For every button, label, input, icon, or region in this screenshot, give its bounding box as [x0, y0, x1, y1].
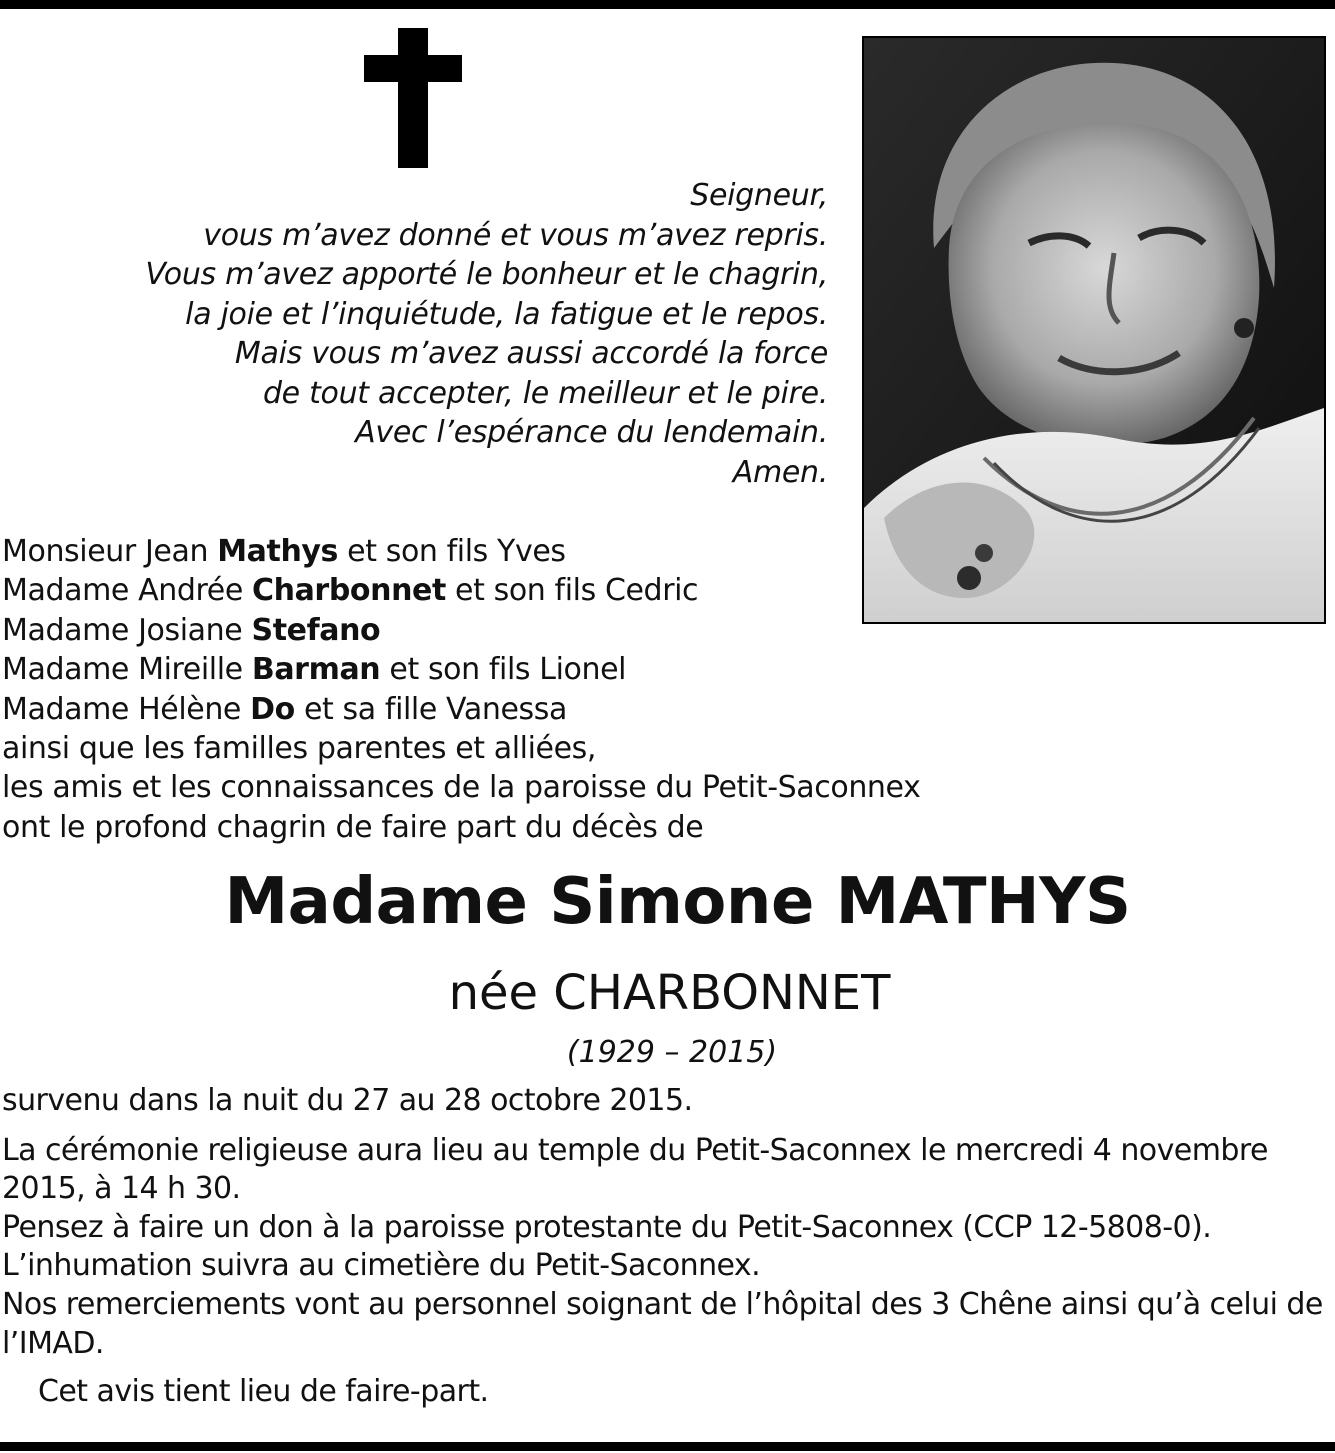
thanks-note: Nos remerciements vont au personnel soignant de l’hôpital des 3 Chêne ainsi qu’à celui de l’IMAD. [2, 1286, 1323, 1361]
prayer-line: vous m’avez donné et vous m’avez repris. [203, 217, 828, 253]
donation-info: Pensez à faire un don à la paroisse protestante du Petit-Saconnex (CCP 12-5808-0). [2, 1209, 1212, 1245]
top-rule [0, 0, 1335, 9]
family-line: ainsi que les familles parentes et alliées, [2, 731, 597, 767]
ceremony-info: La cérémonie religieuse aura lieu au temple du Petit-Saconnex le mercredi 4 novembre 2015, à 14 h 30. [2, 1132, 1268, 1207]
deceased-name: Madame Simone MATHYS [224, 865, 1131, 939]
prayer-line: de tout accepter, le meilleur et le pire. [262, 375, 828, 411]
maiden-name: née CHARBONNET [448, 965, 891, 1021]
prayer-line: Mais vous m’avez aussi accordé la force [234, 336, 828, 371]
family-line: Madame Andrée Charbonnet et son fils Cedric [2, 573, 699, 609]
burial-info: L’inhumation suivra au cimetière du Petit-Saconnex. [2, 1248, 761, 1284]
cross-icon [364, 28, 462, 168]
family-line: Madame Hélène Do et sa fille Vanessa [2, 691, 567, 727]
closing-note: Cet avis tient lieu de faire-part. [38, 1374, 489, 1410]
notice-details [2, 1082, 1335, 1412]
family-line: ont le profond chagrin de faire part du décès de [2, 809, 704, 845]
prayer-line: Seigneur, [690, 178, 828, 213]
prayer-line: la joie et l’inquiétude, la fatigue et le repos. [185, 296, 828, 332]
prayer-line: Avec l’espérance du lendemain. [355, 415, 828, 450]
prayer-line: Vous m’avez apporté le bonheur et le chagrin, [145, 257, 828, 292]
family-line: Madame Josiane Stefano [2, 612, 381, 648]
prayer-line: Amen. [732, 454, 828, 490]
death-date: survenu dans la nuit du 27 au 28 octobre 2015. [2, 1083, 693, 1118]
prayer-verse [60, 176, 828, 492]
family-line: Madame Mireille Barman et son fils Lionel [2, 652, 627, 688]
family-line: les amis et les connaissances de la paroisse du Petit-Saconnex [2, 770, 921, 806]
family-announcement [2, 532, 1002, 847]
family-line: Monsieur Jean Mathys et son fils Yves [2, 534, 566, 569]
bottom-rule [0, 1442, 1335, 1451]
life-years: (1929 – 2015) [566, 1035, 778, 1070]
